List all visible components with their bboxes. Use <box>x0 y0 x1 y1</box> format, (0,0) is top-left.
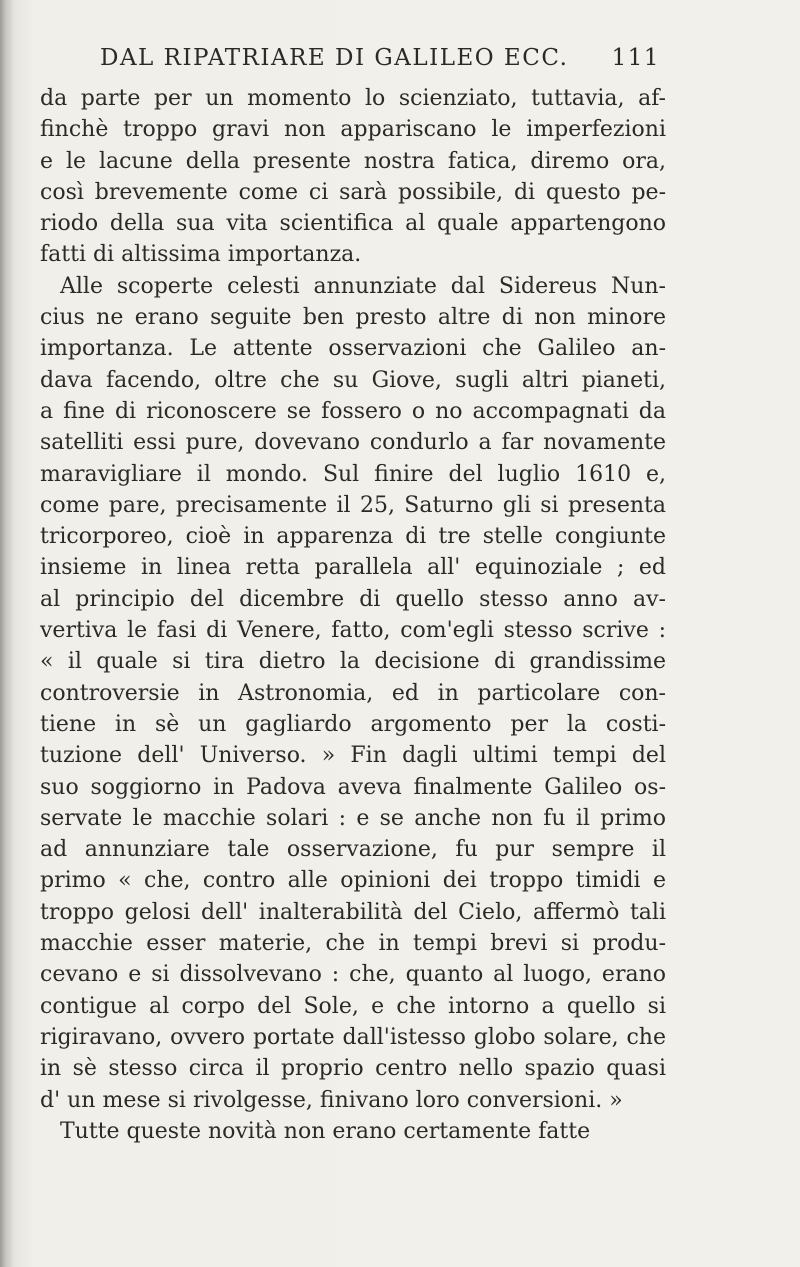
text-line: satelliti essi pure, dovevano condurlo a far novamente <box>40 430 666 456</box>
text-line: riodo della sua vita scientifica al quale appartengono <box>40 211 666 237</box>
text-line: Tutte queste novità non erano certamente fatte <box>60 1118 591 1144</box>
text-line: tiene in sè un gagliardo argomento per la costi- <box>40 711 666 737</box>
text-line: servate le macchie solari : e se anche non fu il primo <box>40 805 666 831</box>
page-number: 111 <box>611 45 660 71</box>
text-line: dava facendo, oltre che su Giove, sugli altri pianeti, <box>40 367 666 393</box>
text-line: controversie in Astronomia, ed in particolare con- <box>40 680 666 706</box>
text-line: d' un mese si rivolgesse, finivano loro conversioni. » <box>40 1087 623 1113</box>
text-line: ad annunziare tale osservazione, fu pur sempre il <box>40 837 666 863</box>
page-binding-edge <box>0 0 14 1267</box>
text-line: finchè troppo gravi non appariscano le imperfezioni <box>40 117 666 143</box>
text-line: troppo gelosi dell' inalterabilità del Cielo, affermò tali <box>40 899 666 925</box>
text-line: contigue al corpo del Sole, e che intorno a quello si <box>40 993 666 1019</box>
text-line: come pare, precisamente il 25, Saturno gli si presenta <box>40 492 666 518</box>
text-line: importanza. Le attente osservazioni che Galileo an- <box>40 336 666 362</box>
text-line: da parte per un momento lo scienziato, tuttavia, af- <box>40 86 666 111</box>
text-line: fatti di altissima importanza. <box>40 242 362 268</box>
text-line: cevano e si dissolvevano : che, quanto al luogo, erano <box>40 962 666 988</box>
running-title: DAL RIPATRIARE DI GALILEO ECC. <box>100 45 569 71</box>
text-line: cius ne erano seguite ben presto altre di non minore <box>40 305 666 331</box>
text-line: così brevemente come ci sarà possibile, di questo pe- <box>40 179 666 205</box>
text-line: suo soggiorno in Padova aveva finalmente Galileo os- <box>40 774 666 800</box>
text-line: maravigliare il mondo. Sul finire del luglio 1610 e, <box>40 461 666 487</box>
body-text <box>40 83 666 1147</box>
text-line: macchie esser materie, che in tempi brevi si produ- <box>40 931 666 957</box>
text-line: e le lacune della presente nostra fatica, diremo ora, <box>40 148 666 174</box>
text-line: vertiva le fasi di Venere, fatto, com'egli stesso scrive : <box>40 618 666 644</box>
text-line: tuzione dell' Universo. » Fin dagli ultimi tempi del <box>40 743 666 769</box>
text-line: Alle scoperte celesti annunziate dal Sidereus Nun- <box>60 273 666 299</box>
text-line: in sè stesso circa il proprio centro nello spazio quasi <box>40 1056 666 1082</box>
text-line: primo « che, contro alle opinioni dei troppo timidi e <box>40 868 666 894</box>
text-line: al principio del dicembre di quello stesso anno av- <box>40 586 666 612</box>
text-line: insieme in linea retta parallela all' equinoziale ; ed <box>40 555 666 581</box>
text-line: rigiravano, ovvero portate dall'istesso globo solare, che <box>40 1024 666 1050</box>
text-line: « il quale si tira dietro la decisione di grandissime <box>40 649 666 675</box>
page-header <box>100 38 660 78</box>
text-line: tricorporeo, cioè in apparenza di tre stelle congiunte <box>40 524 666 550</box>
text-line: a fine di riconoscere se fossero o no accompagnati da <box>40 398 666 424</box>
